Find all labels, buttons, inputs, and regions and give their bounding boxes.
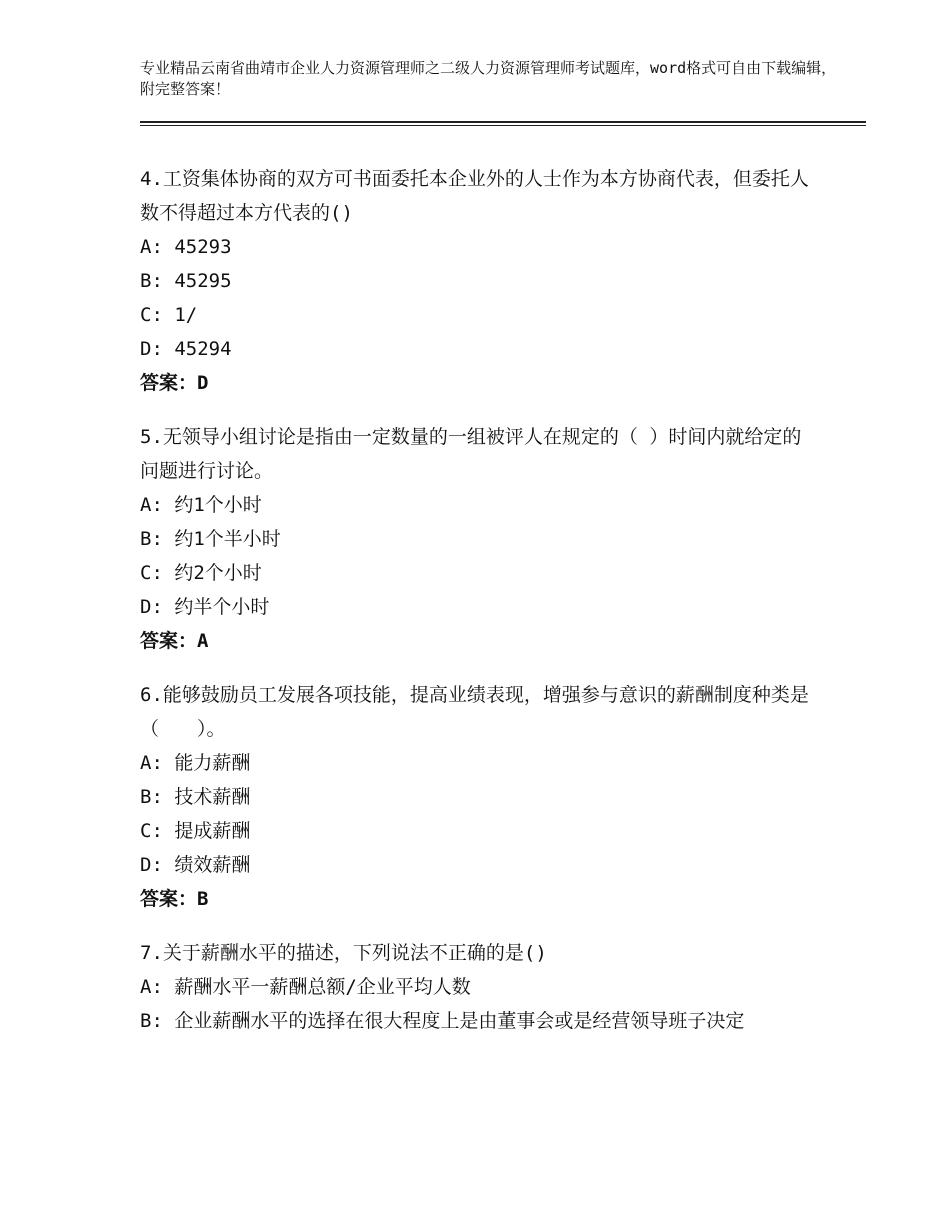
option-b: B: 企业薪酬水平的选择在很大程度上是由董事会或是经营领导班子决定 (140, 1010, 745, 1032)
option-a: A: 约1个小时 (140, 494, 262, 516)
answer: 答案：A (140, 630, 209, 652)
option-a: A: 薪酬水平一薪酬总额/企业平均人数 (140, 976, 471, 998)
question-4 (140, 162, 820, 400)
option-c: C: 1/ (140, 304, 198, 326)
option-c: C: 约2个小时 (140, 562, 262, 584)
option-d: D: 45294 (140, 338, 232, 360)
option-a: A: 能力薪酬 (140, 752, 251, 774)
header-divider-thin (140, 125, 866, 126)
question-text: 4.工资集体协商的双方可书面委托本企业外的人士作为本方协商代表，但委托人数不得超过本方代表的() (140, 168, 809, 224)
question-text: 5.无领导小组讨论是指由一定数量的一组被评人在规定的（ ）时间内就给定的问题进行讨论。 (140, 426, 802, 482)
option-b: B: 45295 (140, 270, 232, 292)
question-list (140, 162, 820, 1058)
question-7 (140, 936, 820, 1038)
option-a: A: 45293 (140, 236, 232, 258)
option-b: B: 技术薪酬 (140, 786, 251, 808)
option-c: C: 提成薪酬 (140, 820, 251, 842)
question-text: 6.能够鼓励员工发展各项技能，提高业绩表现，增强参与意识的薪酬制度种类是（ ）。 (140, 684, 809, 740)
option-d: D: 约半个小时 (140, 596, 270, 618)
option-b: B: 约1个半小时 (140, 528, 281, 550)
question-6 (140, 678, 820, 916)
answer: 答案：D (140, 372, 209, 394)
question-text: 7.关于薪酬水平的描述，下列说法不正确的是() (140, 942, 547, 964)
header-divider (140, 121, 866, 123)
question-5 (140, 420, 820, 658)
option-d: D: 绩效薪酬 (140, 854, 251, 876)
document-header: 专业精品云南省曲靖市企业人力资源管理师之二级人力资源管理师考试题库，word格式可自由下载编辑，附完整答案！ (140, 59, 837, 98)
answer: 答案：B (140, 888, 209, 910)
